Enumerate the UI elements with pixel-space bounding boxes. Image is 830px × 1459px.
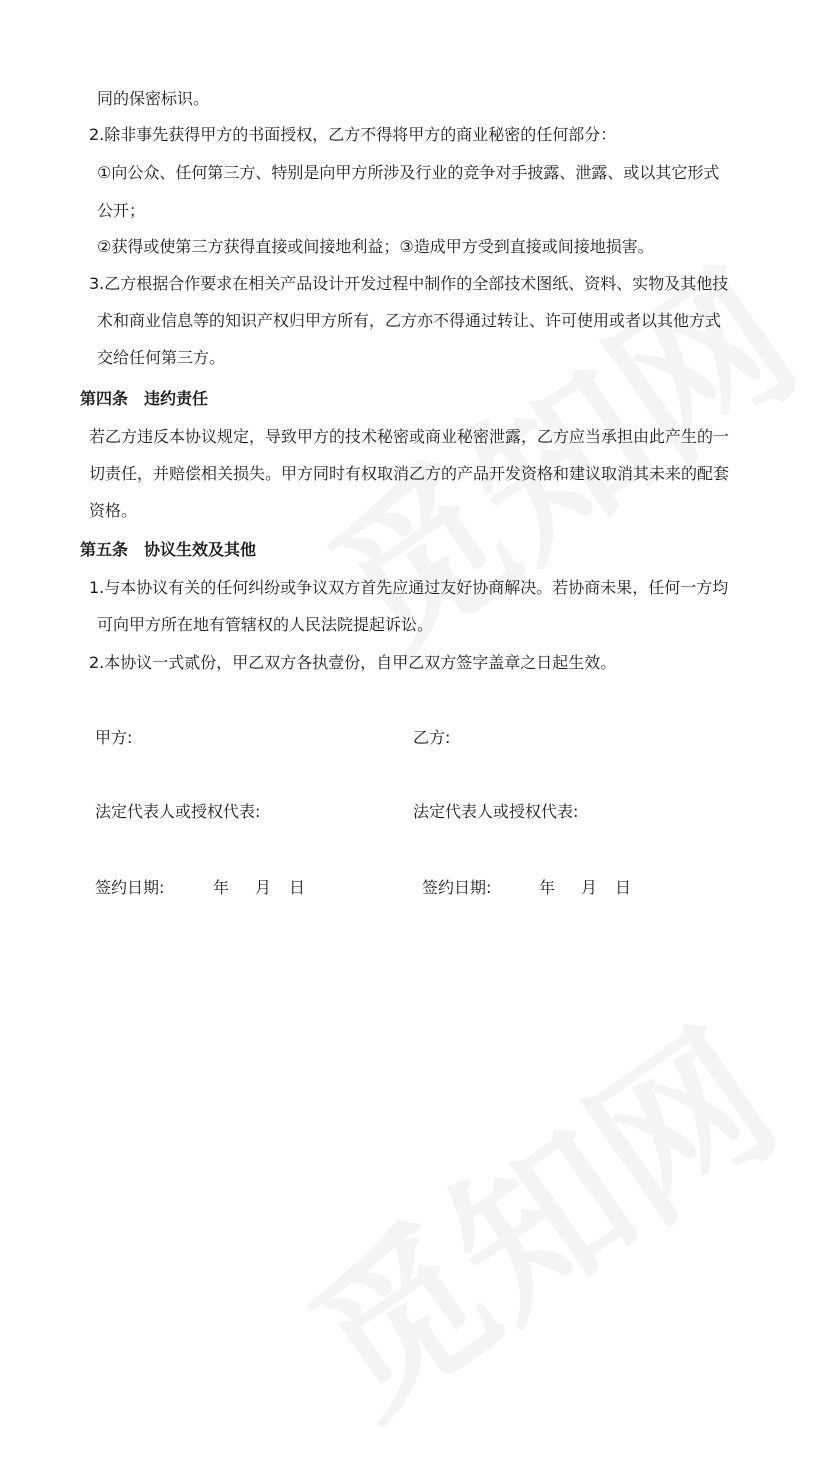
party-a-date-month: 月 [255,878,272,897]
party-a-date-day: 日 [289,878,306,897]
party-b-date-month: 月 [581,878,598,897]
clause-item-2: 2.除非事先获得甲方的书面授权，乙方不得将甲方的商业秘密的任何部分： [89,125,617,144]
paragraph-line: ②获得或使第三方获得直接或间接地利益；③造成甲方受到直接或间接地损害。 [97,237,654,256]
party-b-representative-label: 法定代表人或授权代表: [413,802,579,821]
paragraph-line: 公开； [97,201,146,220]
party-a-date-label: 签约日期: [95,878,165,897]
party-b-label: 乙方: [413,728,451,747]
clause-item-2: 2.本协议一式贰份，甲乙双方各执壹份，自甲乙双方签字盖章之日起生效。 [89,653,617,672]
paragraph-line: 交给任何第三方。 [97,348,226,367]
party-a-representative-label: 法定代表人或授权代表: [95,802,261,821]
section-heading-article-4: 第四条 违约责任 [80,389,209,408]
party-b-date-year: 年 [539,878,556,897]
paragraph-line: 可向甲方所在地有管辖权的人民法院提起诉讼。 [97,615,434,634]
section-heading-article-5: 第五条 协议生效及其他 [80,540,257,559]
clause-item-3: 3.乙方根据合作要求在相关产品设计开发过程中制作的全部技术图纸、资料、实物及其他技 [89,274,729,293]
paragraph-line: 若乙方违反本协议规定，导致甲方的技术秘密或商业秘密泄露，乙方应当承担由此产生的一 [89,427,730,446]
party-a-date-year: 年 [213,878,230,897]
paragraph-line: 切责任，并赔偿相关损失。甲方同时有权取消乙方的产品开发资格和建议取消其未来的配套 [89,464,730,483]
party-a-label: 甲方: [95,728,133,747]
paragraph-line: ①向公众、任何第三方、特别是向甲方所涉及行业的竞争对手披露、泄露、或以其它形式 [97,163,720,182]
paragraph-line: 资格。 [89,501,138,520]
paragraph-line: 术和商业信息等的知识产权归甲方所有，乙方亦不得通过转让、许可使用或者以其他方式 [97,311,722,330]
clause-item-1: 1.与本协议有关的任何纠纷或争议双方首先应通过友好协商解决。若协商未果，任何一方均 [89,578,729,597]
watermark-text [256,966,814,1459]
party-b-date-label: 签约日期: [422,878,492,897]
party-b-date-day: 日 [615,878,632,897]
paragraph-line: 同的保密标识。 [97,89,210,108]
